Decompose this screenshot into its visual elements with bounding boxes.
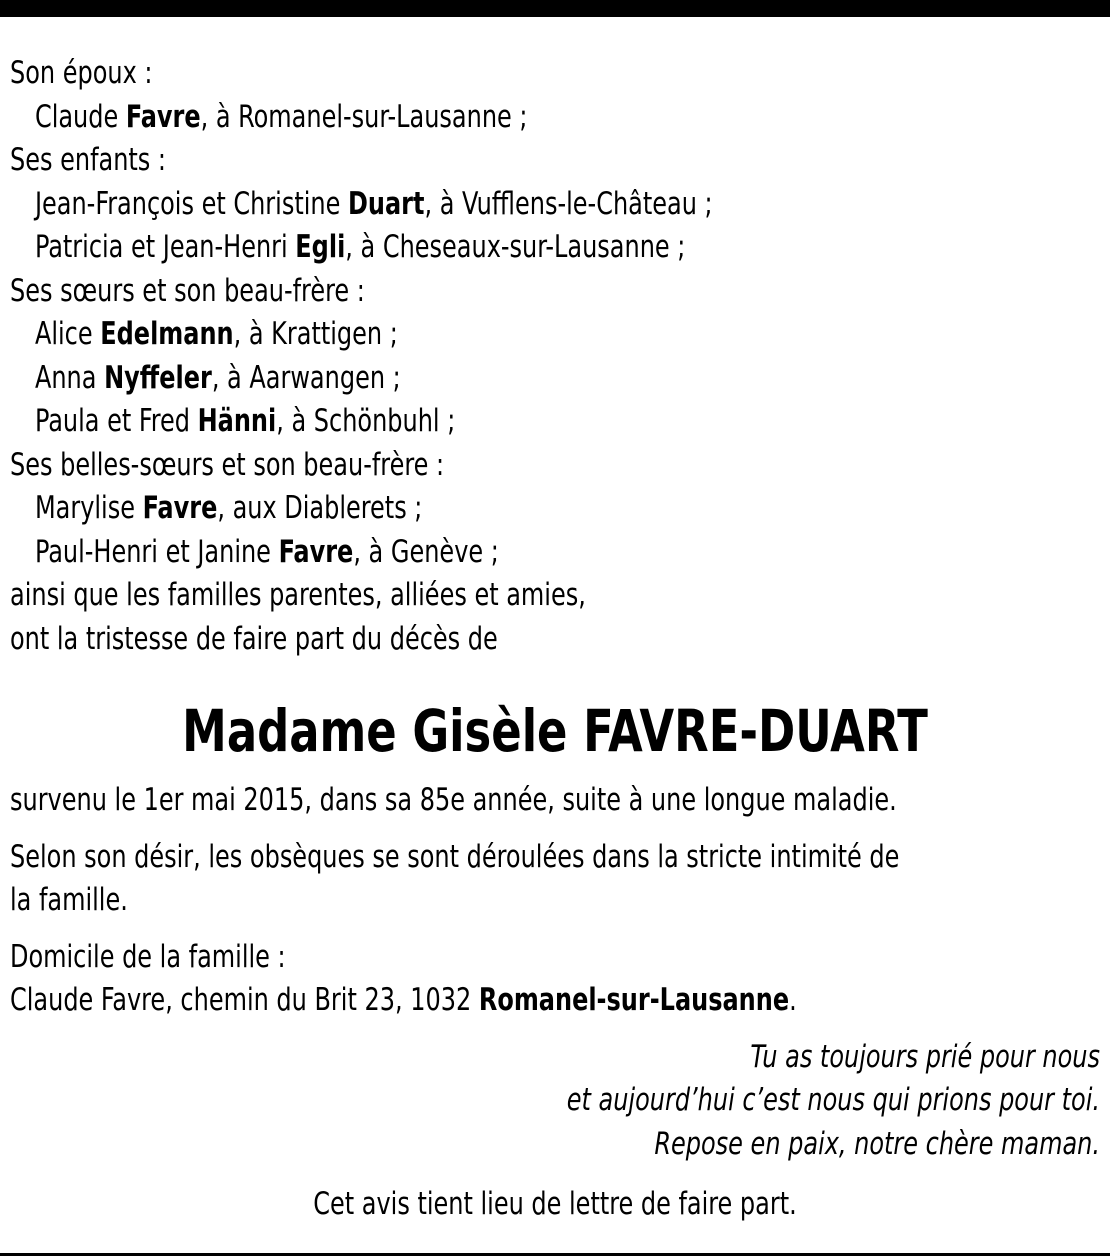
member-surname: Favre	[278, 533, 354, 570]
family-member	[10, 531, 947, 575]
verse	[10, 1036, 1100, 1167]
member-names: Claude	[34, 98, 126, 135]
member-names: Paul-Henri et Janine	[34, 533, 279, 570]
verse-line: Tu as toujours prié pour nous	[750, 1038, 1100, 1075]
family-member	[10, 357, 947, 401]
intro-line: ainsi que les familles parentes, alliées et amies,	[10, 577, 586, 613]
deceased-name: Madame Gisèle FAVRE-DUART	[182, 697, 928, 765]
family-member	[10, 96, 947, 140]
family-member	[10, 183, 947, 227]
member-names: Alice	[34, 316, 101, 352]
funeral-line: la famille.	[10, 882, 128, 918]
closing-note: Cet avis tient lieu de lettre de faire part.	[313, 1186, 797, 1222]
family-list	[10, 52, 1100, 574]
member-names: Paula et Fred	[34, 403, 198, 439]
member-names: Jean-François et Christine	[34, 185, 348, 222]
domicile-address	[10, 979, 947, 1023]
member-location: , à Cheseaux-sur-Lausanne ;	[345, 229, 686, 265]
verse-line: Repose en paix, notre chère maman.	[654, 1125, 1100, 1162]
member-names: Anna	[34, 359, 105, 396]
address-town: Romanel-sur-Lausanne	[478, 982, 790, 1018]
member-location: , aux Diablerets ;	[217, 490, 423, 526]
bottom-rule	[0, 1253, 1110, 1256]
member-surname: Favre	[125, 98, 201, 135]
death-line: survenu le 1er mai 2015, dans sa 85e année, suite à une longue maladie.	[10, 782, 897, 818]
member-surname: Favre	[142, 490, 218, 526]
family-member	[10, 400, 947, 444]
family-heading: Ses belles-sœurs et son beau-frère :	[10, 446, 445, 483]
member-surname: Egli	[295, 229, 346, 265]
member-names: Marylise	[34, 490, 143, 526]
member-surname: Edelmann	[100, 316, 234, 352]
family-member	[10, 313, 947, 357]
funeral-paragraph	[10, 836, 1100, 923]
family-heading: Ses enfants :	[10, 142, 167, 178]
obituary-notice	[10, 52, 1100, 1227]
member-location: , à Aarwangen ;	[211, 359, 401, 396]
address-end: .	[789, 982, 797, 1018]
member-names: Patricia et Jean-Henri	[34, 229, 296, 265]
member-surname: Hänni	[197, 403, 277, 439]
address-street: Claude Favre, chemin du Brit 23, 1032	[10, 982, 479, 1018]
family-member	[10, 487, 947, 531]
member-location: , à Schönbuhl ;	[276, 403, 456, 439]
verse-line: et aujourd’hui c’est nous qui prions pour toi.	[566, 1082, 1100, 1118]
family-heading: Ses sœurs et son beau-frère :	[10, 272, 365, 309]
domicile-block	[10, 936, 1100, 1023]
member-location: , à Krattigen ;	[233, 316, 398, 352]
member-surname: Nyffeler	[104, 359, 212, 396]
family-member	[10, 226, 947, 270]
intro-line: ont la tristesse de faire part du décès de	[10, 620, 498, 657]
top-rule	[0, 0, 1110, 17]
member-location: , à Romanel-sur-Lausanne ;	[200, 98, 528, 135]
domicile-label: Domicile de la famille :	[10, 938, 286, 975]
funeral-line: Selon son désir, les obsèques se sont déroulées dans la stricte intimité de	[10, 838, 900, 875]
family-heading: Son époux :	[10, 55, 153, 91]
member-location: , à Genève ;	[353, 533, 499, 570]
member-surname: Duart	[347, 185, 425, 222]
member-location: , à Vufflens-le-Château ;	[424, 185, 713, 222]
